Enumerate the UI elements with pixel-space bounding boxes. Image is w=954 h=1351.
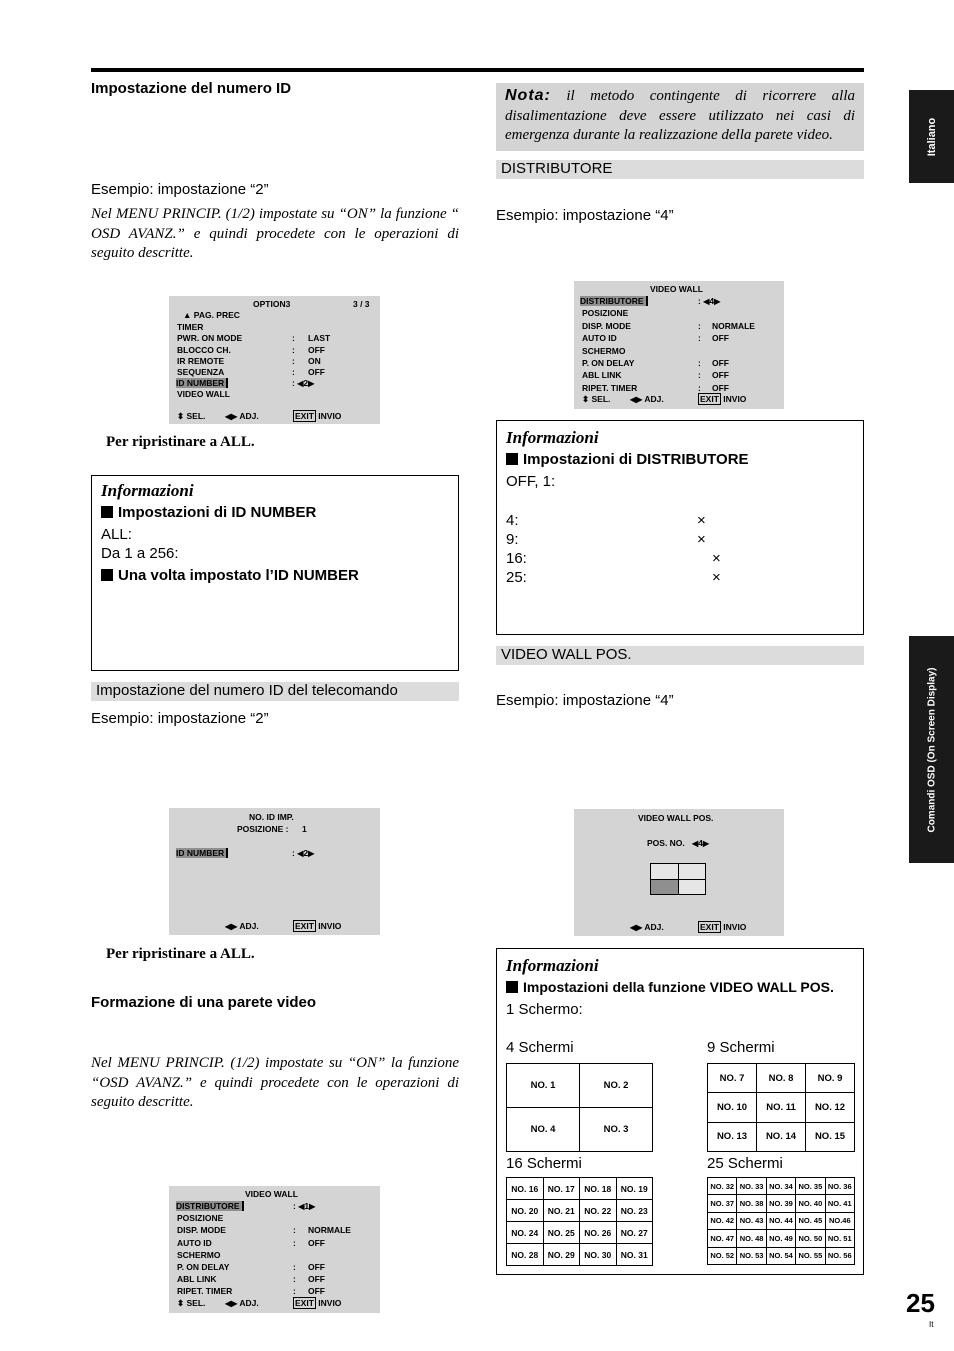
grid-cell: NO. 28 [507, 1244, 544, 1266]
osd-exit-hint [293, 411, 341, 421]
square-bullet-icon [506, 981, 518, 993]
grid-row [507, 1222, 653, 1244]
grid-row [708, 1247, 855, 1264]
osd-sel-hint: ⬍ SEL. [582, 394, 611, 404]
grid-cell: NO. 1 [507, 1064, 580, 1108]
osd-row-value: 2 [303, 378, 309, 388]
grid-row [708, 1212, 855, 1229]
osd-row-label: VIDEO WALL [177, 389, 230, 399]
info-line: 16: [506, 550, 527, 567]
osd-row-label: IR REMOTE [177, 356, 225, 366]
osd-row-label: DISP. MODE [582, 321, 631, 331]
times-sign: × [712, 550, 721, 567]
grid-cell: NO. 36 [825, 1178, 854, 1195]
grid-cell: NO. 45 [796, 1212, 825, 1229]
video-wall-pos-bar: VIDEO WALL POS. [496, 646, 864, 665]
grid-cell: NO. 51 [825, 1230, 854, 1247]
grid-cell: NO. 56 [825, 1247, 854, 1264]
grid-cell: NO. 38 [737, 1195, 766, 1212]
selected-position-cell [651, 880, 678, 894]
right-arrow-icon: ▶ [231, 1299, 238, 1308]
osd-row-value: OFF [308, 1262, 325, 1272]
osd-row-label: SCHERMO [582, 346, 626, 356]
side-tab-language-label: Italiano [925, 117, 938, 156]
osd-option3-screen [169, 296, 380, 424]
grid-cell: NO. 49 [766, 1230, 795, 1247]
right-arrow-icon: ▶ [308, 379, 315, 388]
left-arrow-icon: ◀ [298, 1202, 305, 1211]
grid-cell: NO. 7 [708, 1064, 757, 1093]
osd-row-value: OFF [308, 1286, 325, 1296]
osd-row-value: OFF [712, 333, 729, 343]
osd-colon: : [292, 345, 295, 355]
grid-cell: NO. 4 [507, 1108, 580, 1152]
grid-row [507, 1178, 653, 1200]
right-arrow-icon: ▶ [308, 849, 315, 858]
grid-16-screens [506, 1177, 653, 1266]
osd-pos-adjuster[interactable] [692, 838, 709, 848]
grid-cell: NO. 37 [708, 1195, 737, 1212]
left-arrow-icon: ◀ [297, 849, 304, 858]
square-bullet-icon [506, 453, 518, 465]
grid-row [507, 1064, 653, 1108]
osd-colon: : [292, 356, 295, 366]
example-text-1: Esempio: impostazione “2” [91, 181, 269, 198]
info-heading [101, 504, 316, 521]
grid-cell: NO. 17 [543, 1178, 580, 1200]
osd-sel-label: SEL. [186, 411, 206, 421]
grid-cell: NO. 9 [806, 1064, 855, 1093]
grid-label-4: 4 Schermi [506, 1039, 574, 1056]
info-heading-text: Impostazioni di ID NUMBER [118, 504, 317, 521]
osd-colon: : [698, 358, 701, 368]
osd-prev-label: PAG. PREC [193, 310, 240, 320]
example-text-4: Esempio: impostazione “4” [496, 692, 674, 709]
osd-colon: : [292, 333, 295, 343]
osd-exit-hint [293, 1298, 341, 1308]
left-arrow-icon: ◀ [630, 395, 637, 404]
osd-colon: : [698, 321, 701, 331]
osd-invio-label: INVIO [318, 411, 342, 421]
info-heading-text: Impostazioni della funzione VIDEO WALL POS. [523, 979, 834, 995]
osd-adj-hint [225, 921, 259, 931]
osd-sel-label: SEL. [186, 1298, 206, 1308]
osd-title: VIDEO WALL [245, 1189, 298, 1199]
grid-cell: NO. 33 [737, 1178, 766, 1195]
exit-key: EXIT [295, 1298, 314, 1308]
osd-adj-label: ADJ. [644, 922, 664, 932]
grid-cell: NO. 18 [580, 1178, 617, 1200]
osd-row-label: POSIZIONE [177, 1213, 224, 1223]
osd-colon: : [293, 1238, 296, 1248]
grid-row [708, 1230, 855, 1247]
page-lang-code: It [929, 1320, 934, 1329]
grid-cell: NO. 30 [580, 1244, 617, 1266]
grid-25-screens [707, 1177, 855, 1265]
grid-cell: NO. 14 [757, 1122, 806, 1151]
exit-key: EXIT [295, 921, 314, 931]
osd-row-label: AUTO ID [582, 333, 617, 343]
osd-row-value: NORMALE [712, 321, 755, 331]
osd-pos-label: POS. NO. [647, 838, 685, 848]
grid-row [708, 1064, 855, 1093]
remote-id-bar: Impostazione del numero ID del telecomando [91, 682, 459, 701]
reset-note-1: Per ripristinare a ALL. [106, 434, 255, 450]
osd-row-label: RIPET. TIMER [177, 1286, 233, 1296]
osd-adj-hint [630, 922, 664, 932]
osd-distrib-adjuster[interactable]: : ◀4▶ [698, 296, 721, 306]
osd-row-label: P. ON DELAY [582, 358, 635, 368]
grid-cell: NO. 15 [806, 1122, 855, 1151]
nota-label: Nota: [505, 87, 551, 104]
right-arrow-icon: ▶ [231, 922, 238, 931]
nota-paragraph [505, 86, 855, 146]
grid-cell: NO. 20 [507, 1200, 544, 1222]
grid-cell: NO. 34 [766, 1178, 795, 1195]
osd-row-value: OFF [712, 383, 729, 393]
info-title: Informazioni [506, 428, 599, 447]
grid-row [507, 1244, 653, 1266]
grid-cell: NO. 29 [543, 1244, 580, 1266]
grid-cell: NO. 53 [737, 1247, 766, 1264]
side-tab-section-label: Comandi OSD (On Screen Display) [926, 666, 937, 833]
osd-title: NO. ID IMP. [249, 812, 294, 822]
id-heading: Impostazione del numero ID [91, 80, 292, 97]
grid-cell: NO. 12 [806, 1093, 855, 1122]
osd-row-label: POSIZIONE [582, 308, 629, 318]
grid-cell: NO. 43 [737, 1212, 766, 1229]
osd-colon: : [293, 1262, 296, 1272]
italic-instruction-1: Nel MENU PRINCIP. (1/2) impostate su “ON” la funzione “ OSD AVANZ.” e quindi procedete con le operazioni di seguito descritte. [91, 206, 459, 261]
grid-cell: NO. 11 [757, 1093, 806, 1122]
osd-adj-hint [225, 1298, 259, 1308]
osd-id-adjuster[interactable]: : ◀2▶ [292, 848, 315, 858]
left-arrow-icon: ◀ [297, 379, 304, 388]
osd-row-value: OFF [308, 1238, 325, 1248]
osd-video-wall-pos-screen [574, 809, 784, 936]
osd-row-value: OFF [712, 358, 729, 368]
osd-id-adjuster[interactable]: : ◀2▶ [292, 378, 315, 388]
page-number: 25 [906, 1288, 935, 1318]
info-line: ALL: [101, 526, 132, 543]
osd-colon: : [293, 1225, 296, 1235]
osd-colon: : [292, 367, 295, 377]
grid-cell: NO. 13 [708, 1122, 757, 1151]
grid-cell: NO. 21 [543, 1200, 580, 1222]
grid-label-16: 16 Schermi [506, 1155, 582, 1172]
left-arrow-icon: ◀ [225, 922, 232, 931]
square-bullet-icon [101, 506, 113, 518]
osd-row-label: RIPET. TIMER [582, 383, 638, 393]
right-arrow-icon: ▶ [636, 923, 643, 932]
grid-cell: NO. 24 [507, 1222, 544, 1244]
grid-row [708, 1178, 855, 1195]
times-sign: × [697, 531, 706, 548]
nota-text: il metodo contingente di ricorrere alla disalimentazione deve essere utilizzato nei casi di emergenza durante la realizzazione della parete video. [505, 88, 855, 143]
osd-row-label: PWR. ON MODE [177, 333, 243, 343]
osd-row-value: 4 [709, 296, 715, 306]
osd-row-label: P. ON DELAY [177, 1262, 230, 1272]
osd-row-label: SEQUENZA [177, 367, 225, 377]
osd-invio-label: INVIO [723, 922, 747, 932]
info-line: 4: [506, 512, 519, 529]
top-rule [91, 68, 864, 72]
info-box-video-wall-pos [496, 948, 864, 1275]
osd-row-label: SCHERMO [177, 1250, 221, 1260]
osd-pos-value: 4 [698, 838, 703, 848]
osd-row-label: DISP. MODE [177, 1225, 226, 1235]
grid-cell: NO. 40 [796, 1195, 825, 1212]
nota-box [496, 83, 864, 151]
times-sign: × [712, 569, 721, 586]
osd-colon: : [698, 370, 701, 380]
osd-id-imp-screen [169, 808, 380, 935]
osd-adj-label: ADJ. [239, 411, 259, 421]
osd-row-label: AUTO ID [177, 1238, 212, 1248]
info-box-id-number [91, 475, 459, 671]
grid-row [708, 1122, 855, 1151]
grid-cell: NO. 8 [757, 1064, 806, 1093]
osd-exit-hint [698, 394, 746, 404]
grid-cell: NO. 55 [796, 1247, 825, 1264]
info-box-distributore [496, 420, 864, 635]
info-title: Informazioni [506, 956, 599, 975]
info-title: Informazioni [101, 481, 194, 500]
grid-cell: NO. 16 [507, 1178, 544, 1200]
left-arrow-icon: ◀ [225, 1299, 232, 1308]
exit-key: EXIT [700, 922, 719, 932]
right-arrow-icon: ▶ [714, 297, 721, 306]
grid-row [507, 1200, 653, 1222]
osd-row-value: NORMALE [308, 1225, 351, 1235]
wall-heading: Formazione di una parete video [91, 994, 317, 1011]
osd-distrib-adjuster[interactable]: : ◀1▶ [293, 1201, 316, 1211]
left-arrow-icon: ◀ [703, 297, 710, 306]
grid-label-25: 25 Schermi [707, 1155, 783, 1172]
left-arrow-icon: ◀ [225, 412, 232, 421]
osd-row-value: LAST [308, 333, 331, 343]
osd-row-label: BLOCCO CH. [177, 345, 231, 355]
italic-instruction-2: Nel MENU PRINCIP. (1/2) impostate su “ON” la funzione “OSD AVANZ.” e quindi procedete con le operazioni di seguito descritte. [91, 1055, 459, 1110]
osd-colon: : [698, 333, 701, 343]
grid-cell: NO. 54 [766, 1247, 795, 1264]
info-line: 9: [506, 531, 519, 548]
example-text-2: Esempio: impostazione “2” [91, 710, 269, 727]
grid-9-screens [707, 1063, 855, 1152]
osd-row-label-selected[interactable]: ID NUMBER [176, 848, 228, 858]
up-arrow-icon: ▲ [183, 310, 192, 320]
osd-adj-label: ADJ. [239, 921, 259, 931]
grid-row [507, 1108, 653, 1152]
osd-colon: : [293, 1286, 296, 1296]
grid-cell: NO. 44 [766, 1212, 795, 1229]
grid-cell: NO. 23 [616, 1200, 653, 1222]
osd-adj-hint [225, 411, 259, 421]
osd-adj-label: ADJ. [239, 1298, 259, 1308]
osd-row-value: 2 [303, 848, 309, 858]
grid-cell: NO. 22 [580, 1200, 617, 1222]
osd-row-label: ABL LINK [582, 370, 622, 380]
info-line: 1 Schermo: [506, 1001, 583, 1018]
grid-cell: NO. 39 [766, 1195, 795, 1212]
right-arrow-icon: ▶ [702, 839, 710, 848]
osd-pos-value: 1 [302, 824, 307, 834]
exit-key: EXIT [700, 394, 719, 404]
osd-row-value: OFF [308, 345, 325, 355]
osd-video-wall-screen-2 [574, 281, 784, 409]
osd-video-wall-screen-1 [169, 1186, 380, 1313]
grid-cell: NO. 42 [708, 1212, 737, 1229]
osd-invio-label: INVIO [318, 1298, 342, 1308]
info-line: OFF, 1: [506, 473, 556, 490]
osd-prev-page[interactable] [183, 310, 240, 320]
osd-title: VIDEO WALL POS. [638, 813, 714, 823]
side-tab-language [909, 90, 954, 183]
osd-adj-label: ADJ. [644, 394, 664, 404]
info-heading-text: Impostazioni di DISTRIBUTORE [523, 451, 749, 468]
grid-row [708, 1093, 855, 1122]
grid-cell: NO. 52 [708, 1247, 737, 1264]
info-heading [506, 451, 749, 468]
position-grid-preview [650, 863, 706, 895]
grid-cell: NO. 31 [616, 1244, 653, 1266]
osd-exit-hint [293, 921, 341, 931]
example-text-3: Esempio: impostazione “4” [496, 207, 674, 224]
grid-cell: NO. 48 [737, 1230, 766, 1247]
grid-cell: NO. 3 [580, 1108, 653, 1152]
grid-row [708, 1195, 855, 1212]
osd-adj-hint [630, 394, 664, 404]
osd-row-value: OFF [712, 370, 729, 380]
grid-cell: NO. 2 [580, 1064, 653, 1108]
left-arrow-icon: ◀ [630, 923, 637, 932]
osd-title: OPTION3 [253, 299, 291, 309]
osd-colon: : [293, 1274, 296, 1284]
info-line: 25: [506, 569, 527, 586]
grid-4-screens [506, 1063, 653, 1152]
osd-sel-hint: ⬍ SEL. [177, 1298, 206, 1308]
osd-row-label-selected[interactable]: ID NUMBER [176, 378, 228, 388]
grid-cell: NO. 10 [708, 1093, 757, 1122]
right-arrow-icon: ▶ [309, 1202, 316, 1211]
info-heading-text: Una volta impostato l’ID NUMBER [118, 567, 359, 584]
grid-cell: NO. 50 [796, 1230, 825, 1247]
info-heading [506, 979, 834, 995]
times-sign: × [697, 512, 706, 529]
osd-row-label-selected[interactable]: DISTRIBUTORE [176, 1201, 244, 1211]
grid-cell: NO.46 [825, 1212, 854, 1229]
osd-invio-label: INVIO [723, 394, 747, 404]
osd-row-value: ON [308, 356, 321, 366]
osd-sel-hint: ⬍ SEL. [177, 411, 206, 421]
grid-cell: NO. 19 [616, 1178, 653, 1200]
right-arrow-icon: ▶ [636, 395, 643, 404]
info-line: Da 1 a 256: [101, 545, 179, 562]
reset-note-2: Per ripristinare a ALL. [106, 946, 255, 962]
grid-cell: NO. 27 [616, 1222, 653, 1244]
osd-sel-label: SEL. [591, 394, 611, 404]
osd-row-label: ABL LINK [177, 1274, 217, 1284]
osd-invio-label: INVIO [318, 921, 342, 931]
osd-title: VIDEO WALL [650, 284, 703, 294]
square-bullet-icon [101, 569, 113, 581]
info-heading [101, 567, 359, 584]
osd-pos-label: POSIZIONE : [237, 824, 289, 834]
grid-cell: NO. 26 [580, 1222, 617, 1244]
grid-cell: NO. 41 [825, 1195, 854, 1212]
grid-cell: NO. 35 [796, 1178, 825, 1195]
osd-colon: : [698, 383, 701, 393]
osd-row-value: 1 [304, 1201, 310, 1211]
grid-label-9: 9 Schermi [707, 1039, 775, 1056]
osd-row-label-selected[interactable]: DISTRIBUTORE [580, 296, 648, 306]
osd-row-value: OFF [308, 367, 325, 377]
side-tab-section [909, 636, 954, 863]
left-arrow-icon: ◀ [692, 839, 699, 848]
grid-cell: NO. 32 [708, 1178, 737, 1195]
osd-row-label: TIMER [177, 322, 204, 332]
grid-cell: NO. 25 [543, 1222, 580, 1244]
osd-exit-hint [698, 922, 746, 932]
grid-cell: NO. 47 [708, 1230, 737, 1247]
distributore-bar: DISTRIBUTORE [496, 160, 864, 179]
osd-page-indicator: 3 / 3 [353, 299, 370, 309]
osd-row-value: OFF [308, 1274, 325, 1284]
exit-key: EXIT [295, 411, 314, 421]
right-arrow-icon: ▶ [231, 412, 238, 421]
